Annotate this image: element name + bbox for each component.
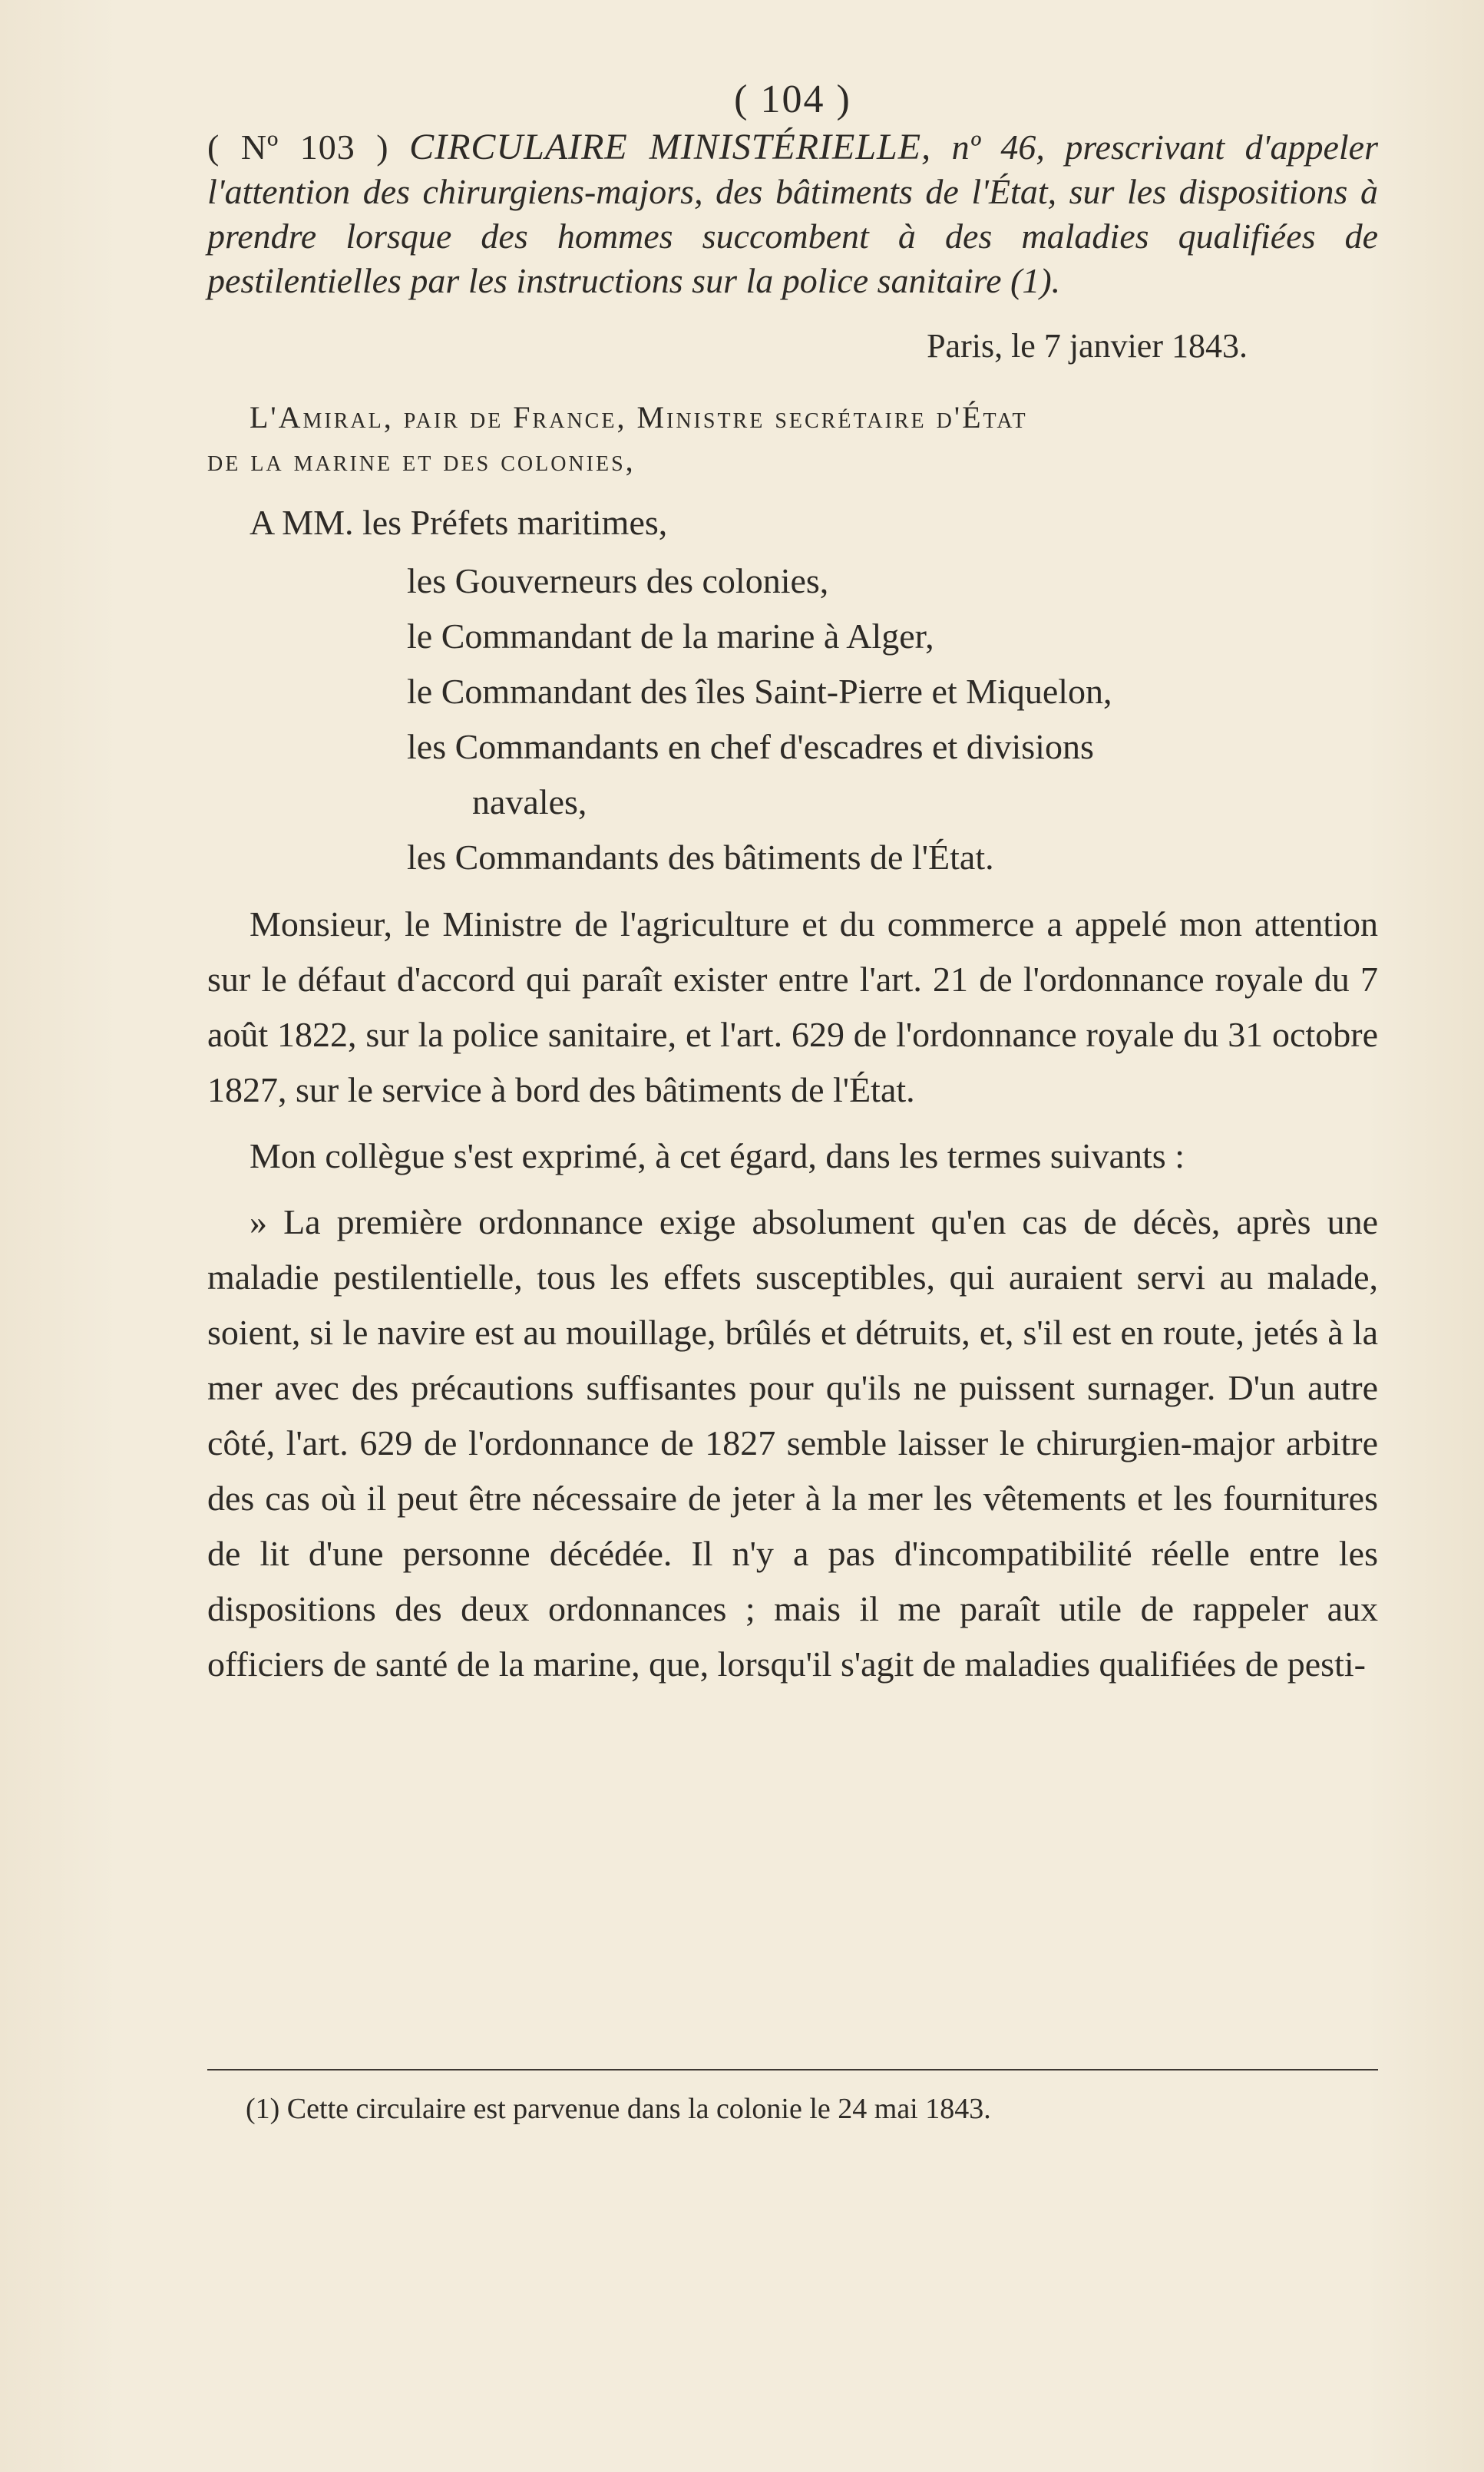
addressee-item: le Commandant de la marine à Alger, bbox=[407, 616, 934, 656]
circular-heading bbox=[207, 125, 1378, 303]
addressee-item: le Commandant des îles Saint-Pierre et Miquelon, bbox=[407, 672, 1112, 711]
addressee-item: les Commandants des bâtiments de l'État. bbox=[407, 838, 994, 877]
body-paragraph: Monsieur, le Ministre de l'agriculture et du commerce a appelé mon attention sur le défaut d'accord qui paraît exister entre l'art. 21 de l'ordonnance royale du 7 août 1822, sur la police sanitaire, et l'art. 629 de l'ordonnance royale du 31 octobre 1827, sur le service à bord des bâtiments de l'État. bbox=[207, 904, 1378, 1109]
footnote: (1) Cette circulaire est parvenue dans la colonie le 24 mai 1843. bbox=[246, 2093, 991, 2125]
body-paragraph: » La première ordonnance exige absolument qu'en cas de décès, après une maladie pestilentielle, tous les effets susceptibles, qui auraient servi au malade, soient, si le navire est au mouillage, brûlés et détruits, et, s'il est en route, jetés à la mer avec des précautions suffisantes pour qu'ils ne puissent surnager. D'un autre côté, l'art. 629 de l'ordonnance de 1827 semble laisser le chirurgien-major arbitre des cas où il peut être nécessaire de jeter à la mer les vêtements et les fournitures de lit d'une personne décédée. Il n'y a pas d'incompatibilité réelle entre les dispositions des deux ordonnances ; mais il me paraît utile de rappeler aux officiers de santé de la marine, que, lorsqu'il s'agit de maladies qualifiées de pesti- bbox=[207, 1202, 1378, 1684]
addressee-item-wrapped bbox=[207, 777, 1378, 828]
footnote-rule bbox=[207, 2069, 1378, 2070]
circular-number: ( Nº 103 ) bbox=[207, 127, 389, 167]
addressee-item: les Commandants en chef d'escadres et divisions bbox=[407, 727, 1094, 766]
page-number: ( 104 ) bbox=[734, 78, 851, 121]
sender-line-1: L'Amiral, pair de France, Ministre secrétaire d'État bbox=[250, 400, 1028, 435]
text-column bbox=[207, 77, 1378, 1703]
circular-subject: nº 46, prescrivant d'appeler l'attention des chirurgiens-majors, des bâtiments de l'État, sur les dispositions à prendre lorsque des hommes succombent à des maladies qualifiées de pestilentielles par les instructions sur la police sanitaire (1). bbox=[207, 127, 1378, 300]
addressee-list bbox=[207, 497, 1378, 883]
body-paragraph: Mon collègue s'est exprimé, à cet égard, dans les termes suivants : bbox=[250, 1136, 1185, 1175]
addressee-item-continuation: navales, bbox=[472, 782, 587, 821]
circular-title: CIRCULAIRE MINISTÉRIELLE, bbox=[409, 127, 932, 167]
sender-line-2: de la marine et des colonies, bbox=[207, 443, 636, 478]
addressee-lead: A MM. les Préfets maritimes, bbox=[250, 503, 668, 542]
dateline: Paris, le 7 janvier 1843. bbox=[927, 327, 1248, 365]
addressee-item: les Gouverneurs des colonies, bbox=[407, 561, 829, 600]
